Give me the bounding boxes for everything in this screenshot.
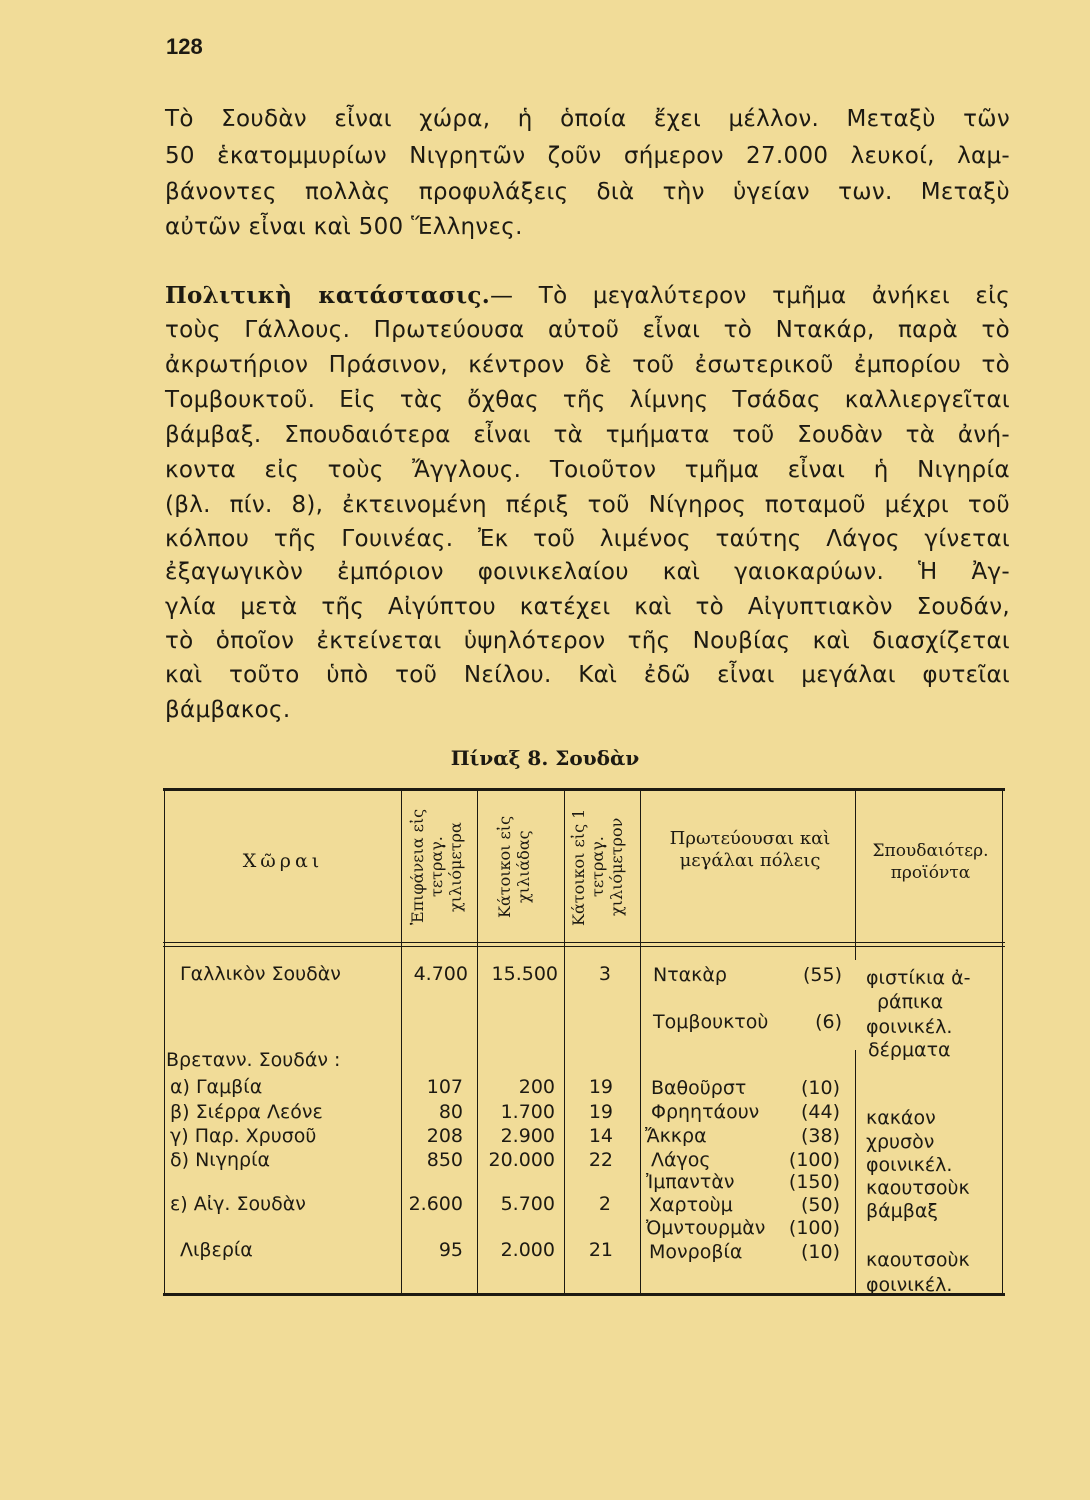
density: 21 (588, 1239, 613, 1261)
page-number: 128 (166, 34, 203, 59)
population: 1.700 (500, 1101, 555, 1123)
table-title: Πίναξ 8. Σουδὰν (450, 746, 640, 770)
population: 200 (518, 1076, 555, 1098)
population: 5.700 (500, 1193, 555, 1215)
text-line: τοὺς Γάλλους. Πρωτεύουσα αὐτοῦ εἶναι τὸ Ντακάρ, παρὰ τὸ (165, 317, 1010, 343)
area: 2.600 (408, 1193, 463, 1215)
header-products: Σπουδαιότερ. προϊόντα (872, 841, 989, 883)
density: 19 (588, 1101, 613, 1123)
city: Ὀμντουρμὰν (646, 1217, 766, 1239)
header-density: Κάτοικοι εἰς 1 τετραγ. χιλιόμετρον (569, 808, 626, 926)
text-line: Τομβουκτοῦ. Εἰς τὰς ὄχθας τῆς λίμνης Τσάδας καλλιεργεῖται (165, 387, 1010, 413)
product: φιστίκια ἀ- (866, 967, 971, 989)
city-pop: (10) (800, 1077, 840, 1099)
text-line (165, 282, 1010, 309)
rule (164, 790, 165, 1294)
text-line: βάμβακος. (165, 697, 291, 723)
product: φοινικέλ. (866, 1154, 953, 1176)
city-pop: (150) (788, 1171, 840, 1193)
product: ράπικα (877, 991, 944, 1013)
country: β) Σιέρρα Λεόνε (170, 1101, 323, 1123)
city: Ἰμπαντὰν (646, 1171, 735, 1193)
city: Ντακὰρ (653, 964, 727, 986)
area: 107 (426, 1076, 463, 1098)
rule (477, 790, 478, 1294)
country: Λιβερία (180, 1239, 253, 1261)
header-cities: Πρωτεύουσαι καὶ μεγάλαι πόλεις (669, 828, 831, 871)
country: δ) Νιγηρία (170, 1149, 271, 1171)
density: 3 (598, 963, 611, 985)
city-pop: (55) (802, 964, 842, 986)
city: Φρηητάουν (651, 1101, 760, 1123)
country: ε) Αἰγ. Σουδὰν (170, 1193, 306, 1215)
text-line: κοντα εἰς τοὺς Ἄγγλους. Τοιοῦτον τμῆμα εἶναι ἡ Νιγηρία (165, 457, 1010, 483)
rule (855, 790, 856, 960)
text: — Τὸ μεγαλύτερον τμῆμα ἀνήκει εἰς (490, 283, 1010, 309)
rule (640, 790, 641, 1294)
product: καουτσοὺκ (866, 1249, 970, 1271)
city-pop: (6) (815, 1011, 842, 1033)
text-line: (βλ. πίν. 8), ἐκτεινομένη πέριξ τοῦ Νίγηρος ποταμοῦ μέχρι τοῦ (165, 492, 1010, 518)
text-line: κόλπου τῆς Γουινέας. Ἐκ τοῦ λιμένος ταύτης Λάγος γίνεται (165, 526, 1010, 552)
city-pop: (50) (800, 1194, 840, 1216)
population: 15.500 (491, 963, 558, 985)
country: Βρετανν. Σουδάν : (166, 1049, 341, 1071)
section-heading: Πολιτικὴ κατάστασις. (165, 282, 491, 309)
city: Τομβουκτοὺ (653, 1011, 769, 1033)
city: Χαρτοὺμ (649, 1194, 733, 1216)
text-line: αὐτῶν εἶναι καὶ 500 Ἕλληνες. (165, 214, 523, 240)
rule (401, 790, 402, 1294)
country: γ) Παρ. Χρυσοῦ (170, 1125, 317, 1147)
city-pop: (100) (788, 1149, 840, 1171)
text-line: τὸ ὁποῖον ἐκτείνεται ὑψηλότερον τῆς Νουβίας καὶ διασχίζεται (165, 628, 1010, 654)
population: 2.000 (500, 1239, 555, 1261)
density: 19 (588, 1076, 613, 1098)
city: Μονροβία (649, 1241, 743, 1263)
area: 80 (438, 1101, 463, 1123)
text-line: βάνοντες πολλὰς προφυλάξεις διὰ τὴν ὑγείαν των. Μεταξὺ (165, 179, 1010, 205)
product: χρυσὸν (866, 1131, 935, 1153)
city-pop: (44) (800, 1101, 840, 1123)
rule (564, 790, 565, 1294)
rule (163, 946, 1005, 947)
product: δέρματα (868, 1039, 951, 1061)
rule (163, 942, 1005, 943)
text-line: ἀκρωτήριον Πράσινον, κέντρον δὲ τοῦ ἐσωτερικοῦ ἐμπορίου τὸ (165, 352, 1010, 378)
rule (855, 1050, 856, 1294)
product: καουτσοὺκ (866, 1177, 970, 1199)
header-area: Ἐπιφάνεια εἰς τετραγ. χιλιόμετρα (408, 808, 465, 926)
text-line: γλία μετὰ τῆς Αἰγύπτου κατέχει καὶ τὸ Αἰγυπτιακὸν Σουδάν, (165, 594, 1010, 620)
text-line: καὶ τοῦτο ὑπὸ τοῦ Νείλου. Καὶ ἐδῶ εἶναι μεγάλαι φυτεῖαι (165, 662, 1010, 688)
product: βάμβαξ (866, 1200, 938, 1222)
density: 14 (588, 1125, 613, 1147)
city: Βαθοῦρστ (651, 1077, 747, 1099)
text-line: Τὸ Σουδὰν εἶναι χώρα, ἡ ὁποία ἔχει μέλλον. Μεταξὺ τῶν (165, 106, 1010, 132)
city: Λάγος (651, 1149, 711, 1171)
area: 850 (426, 1149, 463, 1171)
header-countries: Χῶραι (242, 850, 324, 872)
density: 22 (588, 1149, 613, 1171)
text-line: βάμβαξ. Σπουδαιότερα εἶναι τὰ τμήματα τοῦ Σουδὰν τὰ ἀνή- (165, 422, 1010, 448)
population: 2.900 (500, 1125, 555, 1147)
country: α) Γαμβία (170, 1076, 263, 1098)
area: 208 (426, 1125, 463, 1147)
text-line: ἐξαγωγικὸν ἐμπόριον φοινικελαίου καὶ γαιοκαρύων. Ἡ Ἀγ- (165, 559, 1010, 585)
city-pop: (100) (788, 1217, 840, 1239)
area: 95 (438, 1239, 463, 1261)
city-pop: (10) (800, 1241, 840, 1263)
header-population: Κάτοικοι εἰς χιλιάδας (495, 815, 533, 919)
density: 2 (598, 1193, 611, 1215)
product: φοινικέλ. (866, 1274, 953, 1296)
product: κακάον (866, 1107, 936, 1129)
rule (163, 788, 1005, 791)
country: Γαλλικὸν Σουδὰν (180, 963, 341, 985)
city: Ἄκκρα (645, 1125, 707, 1147)
area: 4.700 (413, 963, 468, 985)
population: 20.000 (488, 1149, 555, 1171)
city-pop: (38) (800, 1125, 840, 1147)
text-line: 50 ἑκατομμυρίων Νιγρητῶν ζοῦν σήμερον 27.000 λευκοί, λαμ- (165, 143, 1010, 169)
product: φοινικέλ. (866, 1016, 953, 1038)
